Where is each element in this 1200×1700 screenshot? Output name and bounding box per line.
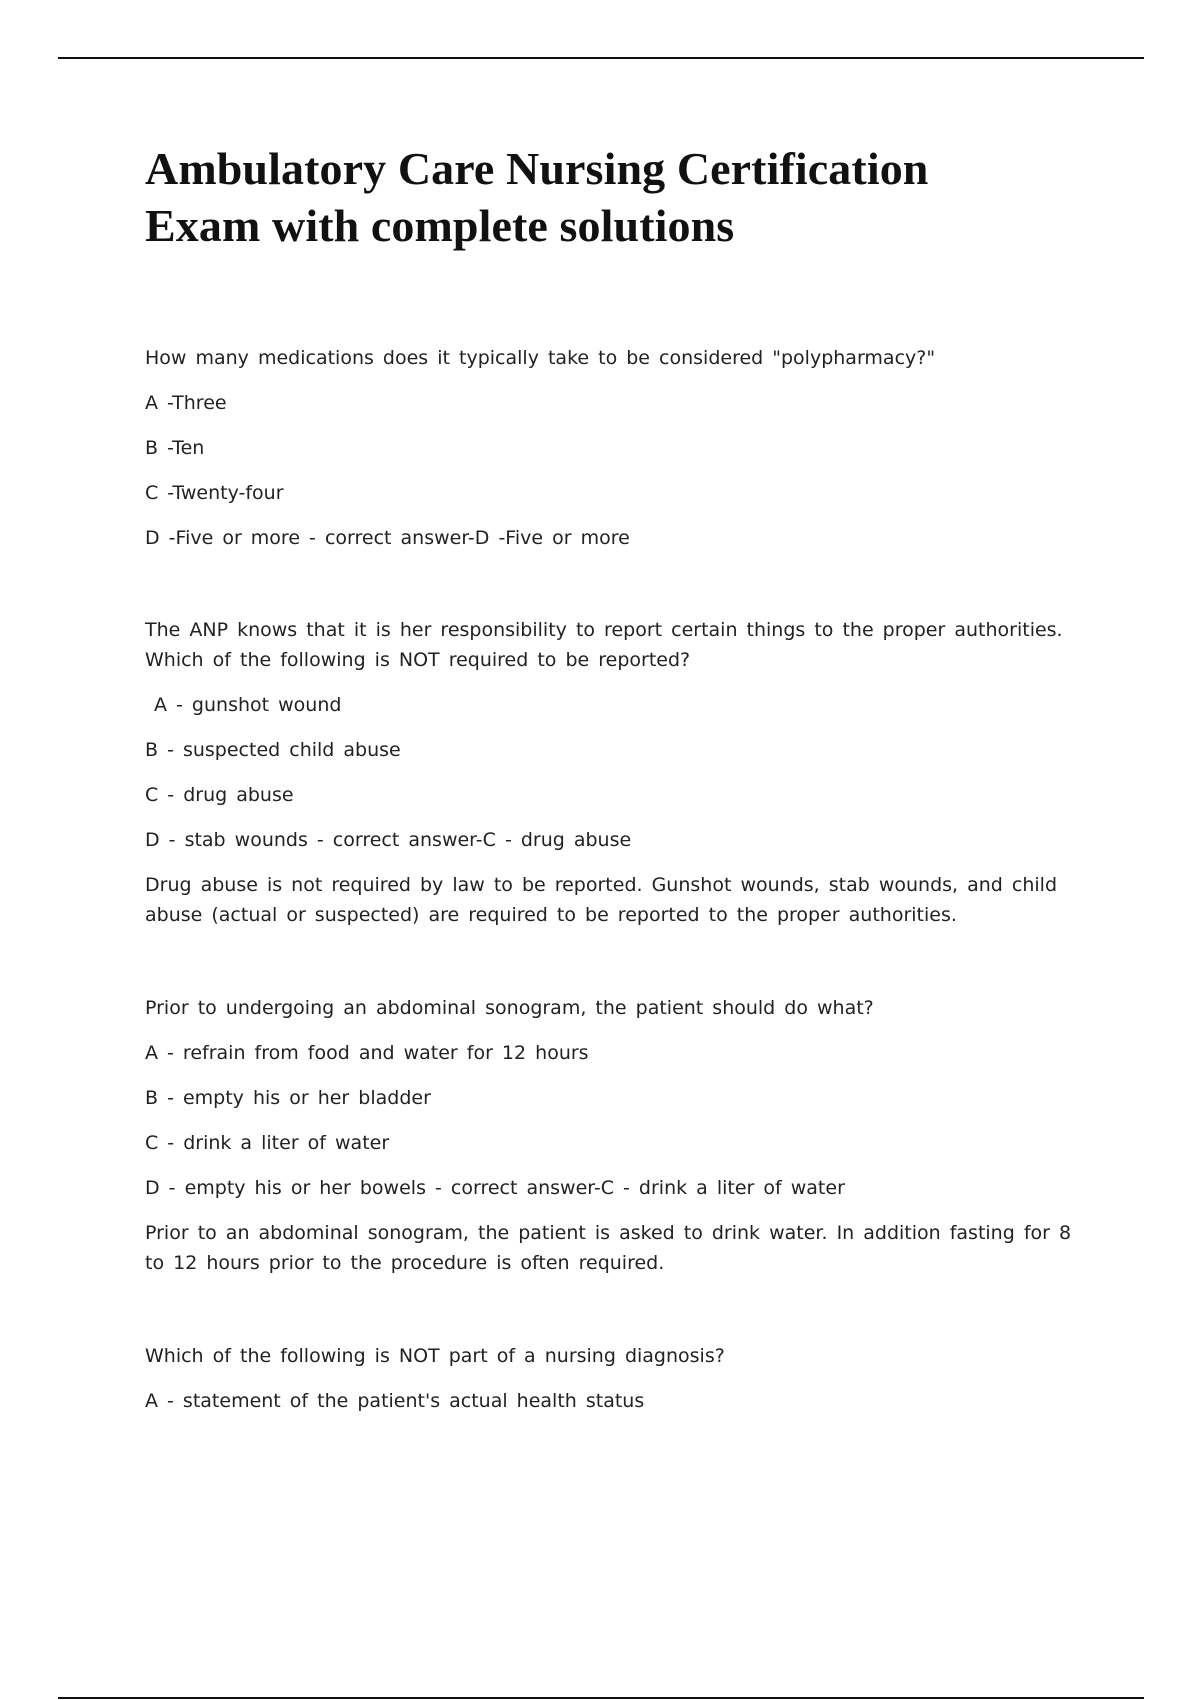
option-c: C - drug abuse [145,784,294,806]
option-b: B -Ten [145,437,205,459]
question-text: How many medications does it typically take to be considered "polypharmacy?" [145,347,936,369]
question-block-3 [145,993,1095,1278]
answer-line: D - stab wounds - correct answer-C - drug abuse [145,829,632,851]
option-a: A - gunshot wound [154,694,342,716]
title-line-1: Ambulatory Care Nursing Certification [145,143,929,194]
question-block-1 [145,343,1095,553]
title-line-2: Exam with complete solutions [145,200,735,251]
answer-line: D - empty his or her bowels - correct answer-C - drink a liter of water [145,1177,845,1199]
answer-line: D -Five or more - correct answer-D -Five or more [145,527,630,549]
option-a: A -Three [145,392,227,414]
question-text: Prior to undergoing an abdominal sonogram, the patient should do what? [145,997,874,1019]
bottom-rule [58,1697,1144,1699]
top-rule [58,57,1144,59]
question-block-2 [145,615,1095,930]
option-b: B - suspected child abuse [145,739,401,761]
document-title [145,140,1095,254]
option-a: A - statement of the patient's actual health status [145,1390,645,1412]
question-block-4 [145,1341,1095,1416]
document-body [145,140,1095,1431]
question-text: The ANP knows that it is her responsibility to report certain things to the proper authorities. Which of the following is NOT required to be reported? [145,619,1063,671]
option-c: C -Twenty-four [145,482,284,504]
option-a: A - refrain from food and water for 12 hours [145,1042,589,1064]
question-text: Which of the following is NOT part of a nursing diagnosis? [145,1345,725,1367]
explanation-text: Drug abuse is not required by law to be reported. Gunshot wounds, stab wounds, and child abuse (actual or suspected) are required to be reported to the proper authorities. [145,874,1058,926]
explanation-text: Prior to an abdominal sonogram, the patient is asked to drink water. In addition fasting for 8 to 12 hours prior to the procedure is often required. [145,1222,1072,1274]
option-c: C - drink a liter of water [145,1132,390,1154]
option-b: B - empty his or her bladder [145,1087,431,1109]
